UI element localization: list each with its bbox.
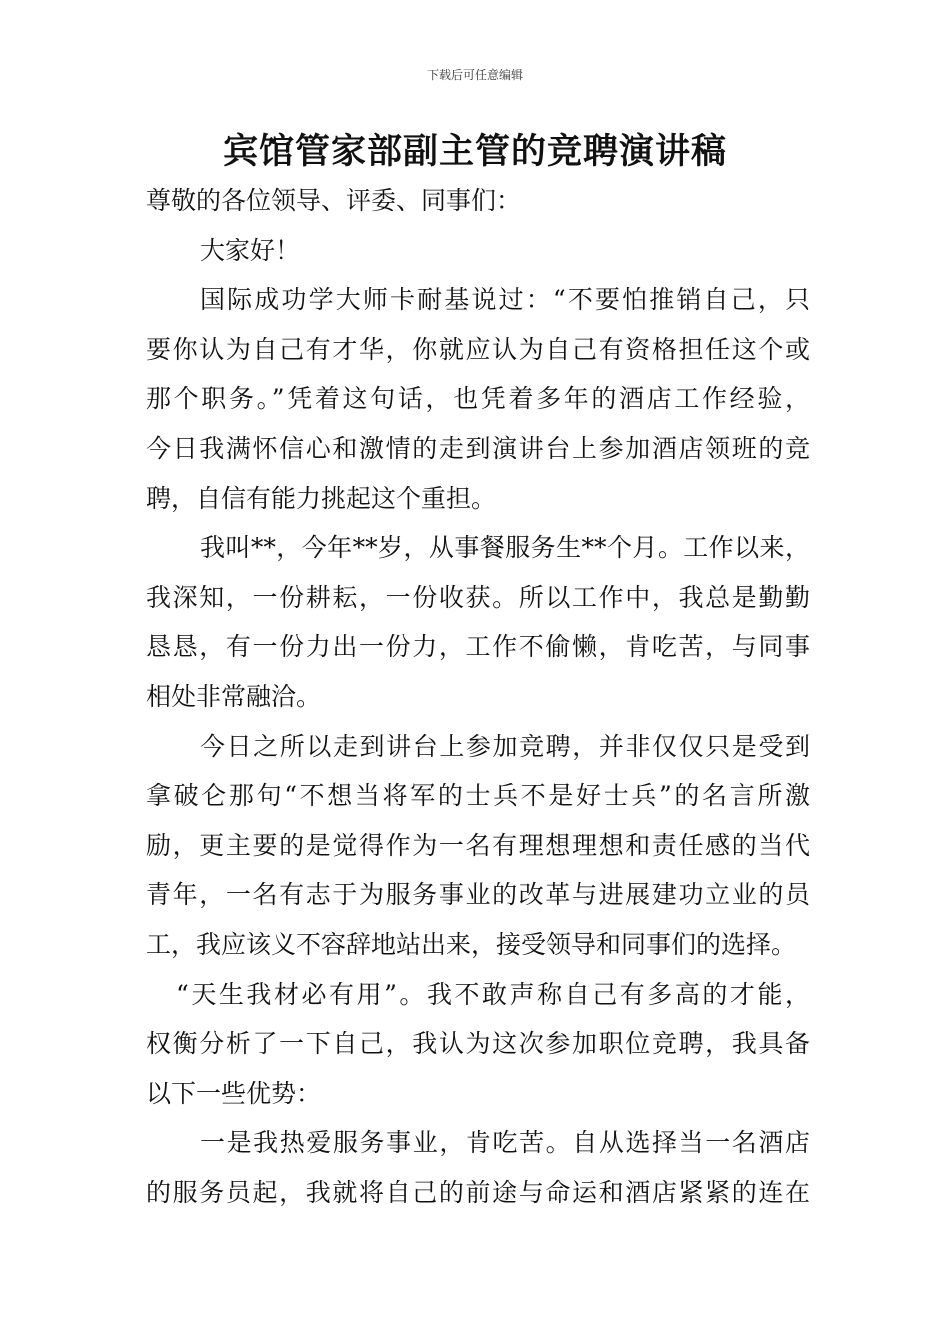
body-line: 今日之所以走到讲台上参加竞聘，并非仅仅只是受到 [200, 731, 810, 761]
body-line: 工，我应该义不容辞地站出来，接受领导和同事们的选择。 [146, 929, 797, 959]
document-body [146, 176, 810, 1217]
body-line: 权衡分析了一下自己，我认为这次参加职位竞聘，我具备 [146, 1029, 810, 1059]
body-line: 拿破仑那句“不想当将军的士兵不是好士兵”的名言所激 [146, 781, 810, 811]
body-line: 的服务员起，我就将自己的前途与命运和酒店紧紧的连在 [146, 1177, 810, 1207]
body-line: 国际成功学大师卡耐基说过：“不要怕推销自己，只 [200, 285, 810, 315]
body-line: 今日我满怀信心和激情的走到演讲台上参加酒店领班的竞 [146, 433, 810, 463]
body-line: 青年，一名有志于为服务事业的改革与进展建功立业的员 [146, 880, 810, 910]
body-line: 要你认为自己有才华，你就应认为自己有资格担任这个或 [146, 334, 810, 364]
body-line: 那个职务。”凭着这句话，也凭着多年的酒店工作经验， [146, 384, 810, 414]
body-line: 励，更主要的是觉得作为一名有理想理想和责任感的当代 [146, 830, 810, 860]
header-note: 下载后可任意编辑 [426, 68, 523, 82]
salutation-line: 尊敬的各位领导、评委、同事们： [146, 186, 522, 215]
body-line: 一是我热爱服务事业，肯吃苦。自从选择当一名酒店 [200, 1128, 810, 1158]
body-line: 我深知，一份耕耘，一份收获。所以工作中，我总是勤勤 [146, 582, 810, 612]
body-line: 恳恳，有一份力出一份力，工作不偷懒，肯吃苦，与同事 [146, 632, 810, 662]
body-line: 聘，自信有能力挑起这个重担。 [146, 483, 497, 513]
greeting-line: 大家好！ [200, 235, 301, 265]
document-title: 宾馆管家部副主管的竞聘演讲稿 [222, 132, 727, 172]
body-line: 相处非常融洽。 [146, 681, 322, 711]
body-line: 我叫**，今年**岁，从事餐服务生**个月。工作以来， [200, 533, 810, 563]
body-line: 以下一些优势： [146, 1078, 322, 1108]
body-line: “天生我材必有用”。我不敢声称自己有多高的才能， [176, 979, 810, 1009]
